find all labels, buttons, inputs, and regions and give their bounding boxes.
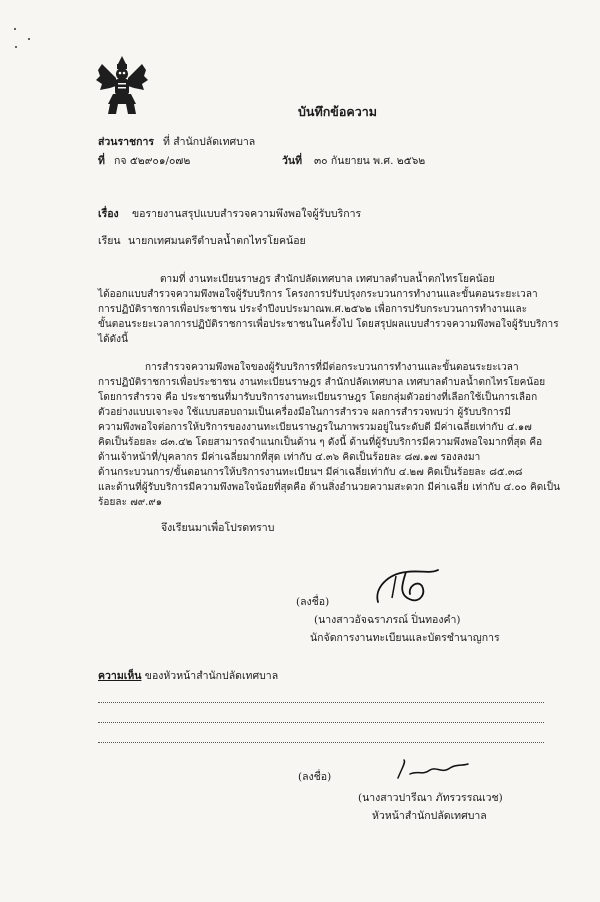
para2-line: โดยการสำรวจ คือ ประชาชนที่มารับบริการงานทะเบียนราษฎร โดยกลุ่มตัวอย่างที่เลือกใช้เป็นการเลือก xyxy=(98,392,538,403)
para2-line: การสำรวจความพึงพอใจของผู้รับบริการที่มีต่อกระบวนการทำงานและขั้นตอนระยะเวลา xyxy=(145,362,519,373)
opinion-heading-rest: ของหัวหน้าสำนักปลัดเทศบาล xyxy=(141,670,279,682)
garuda-emblem-icon xyxy=(96,54,148,116)
signer-name-1: (นางสาวอัจฉราภรณ์ ปิ่นทองคำ) xyxy=(314,614,461,626)
para2-line: ตัวอย่างแบบเจาะจง ใช้แบบสอบถามเป็นเครื่องมือในการสำรวจ ผลการสำรวจพบว่า ผู้รับบริการมี xyxy=(98,407,511,418)
closing-line: จึงเรียนมาเพื่อโปรดทราบ xyxy=(161,522,275,534)
to-value: นายกเทศมนตรีตำบลน้ำตกไทรโยคน้อย xyxy=(128,235,306,247)
ref-value: กจ ๕๒๙๐๑/๐๗๒ xyxy=(114,155,191,167)
date-label: วันที่ xyxy=(282,155,302,167)
para1-line: ขั้นตอนระยะเวลาการปฏิบัติราชการเพื่อประชาชนในครั้งไป โดยสรุปผลแบบสำรวจความพึงพอใจผู้รับบริการ xyxy=(98,319,559,330)
signer-position-2: หัวหน้าสำนักปลัดเทศบาล xyxy=(372,810,487,822)
para2-line: คิดเป็นร้อยละ ๘๓.๔๒ โดยสามารถจำแนกเป็นด้าน ๆ ดังนี้ ด้านที่ผู้รับบริการมีความพึงพอใจมากที่สุด คือ xyxy=(98,437,543,448)
date-value: ๓๐ กันยายน พ.ศ. ๒๕๖๒ xyxy=(314,155,426,167)
agency-label: ส่วนราชการ xyxy=(98,136,155,148)
signer-position-1: นักจัดการงานทะเบียนและบัตรชำนาญการ xyxy=(310,632,500,644)
para1-line: ตามที่ งานทะเบียนราษฎร สำนักปลัดเทศบาล เทศบาลตำบลน้ำตกไทรโยคน้อย xyxy=(160,274,495,285)
to-label: เรียน xyxy=(98,235,121,247)
handwritten-signature-1 xyxy=(368,566,448,608)
opinion-dotted-line xyxy=(98,722,544,723)
para1-line: การปฏิบัติราชการเพื่อประชาชน ประจำปีงบประมาณพ.ศ.๒๕๖๒ เพื่อการปรับกระบวนการทำงานและ xyxy=(98,304,528,315)
ref-label: ที่ xyxy=(98,155,105,167)
para2-line: ความพึงพอใจต่อการให้บริการของงานทะเบียนราษฎรในภาพรวมอยู่ในระดับดี มีค่าเฉลี่ยเท่ากับ ๔.๑๗ xyxy=(98,422,532,433)
opinion-dotted-line xyxy=(98,742,544,743)
opinion-heading xyxy=(98,670,278,683)
subject-label: เรื่อง xyxy=(98,208,119,220)
opinion-dotted-line xyxy=(98,702,544,703)
signer-name-2: (นางสาวปารีณา ภัทรวรรณเวช) xyxy=(358,792,503,804)
para1-line: ได้ออกแบบสำรวจความพึงพอใจผู้รับบริการ โครงการปรับปรุงกระบวนการทำงานและขั้นตอนระยะเวลา xyxy=(98,289,538,300)
subject-value: ขอรายงานสรุปแบบสำรวจความพึงพอใจผู้รับบริการ xyxy=(132,208,362,220)
memo-title: บันทึกข้อความ xyxy=(298,104,377,119)
para1-line: ได้ดังนี้ xyxy=(98,334,128,345)
opinion-heading-bold: ความเห็น xyxy=(98,670,142,682)
para2-line: การปฏิบัติราชการเพื่อประชาชน งานทะเบียนราษฎร สำนักปลัดเทศบาล เทศบาลตำบลน้ำตกไทรโยคน้อย xyxy=(98,377,546,388)
sign-label-2: (ลงชื่อ) xyxy=(298,771,332,783)
sign-label-1: (ลงชื่อ) xyxy=(296,596,330,608)
para2-line: และด้านที่ผู้รับบริการมีความพึงพอใจน้อยที่สุดคือ ด้านสิ่งอำนวยความสะดวก มีค่าเฉลี่ย เท่ากับ ๔.๐๐ คิดเป็น xyxy=(98,482,561,493)
para2-line: ร้อยละ ๗๙.๙๑ xyxy=(98,497,163,508)
para2-line: ด้านกระบวนการ/ขั้นตอนการให้บริการงานทะเบียนฯ มีค่าเฉลี่ยเท่ากับ ๔.๒๗ คิดเป็นร้อยละ ๘๕.๓๘ xyxy=(98,467,523,478)
handwritten-signature-2 xyxy=(392,758,472,782)
agency-value: ที่ สำนักปลัดเทศบาล xyxy=(163,136,256,148)
para2-line: ด้านเจ้าหน้าที่/บุคลากร มีค่าเฉลี่ยมากที่สุด เท่ากับ ๔.๓๖ คิดเป็นร้อยละ ๘๗.๑๗ รองลงมา xyxy=(98,452,481,463)
